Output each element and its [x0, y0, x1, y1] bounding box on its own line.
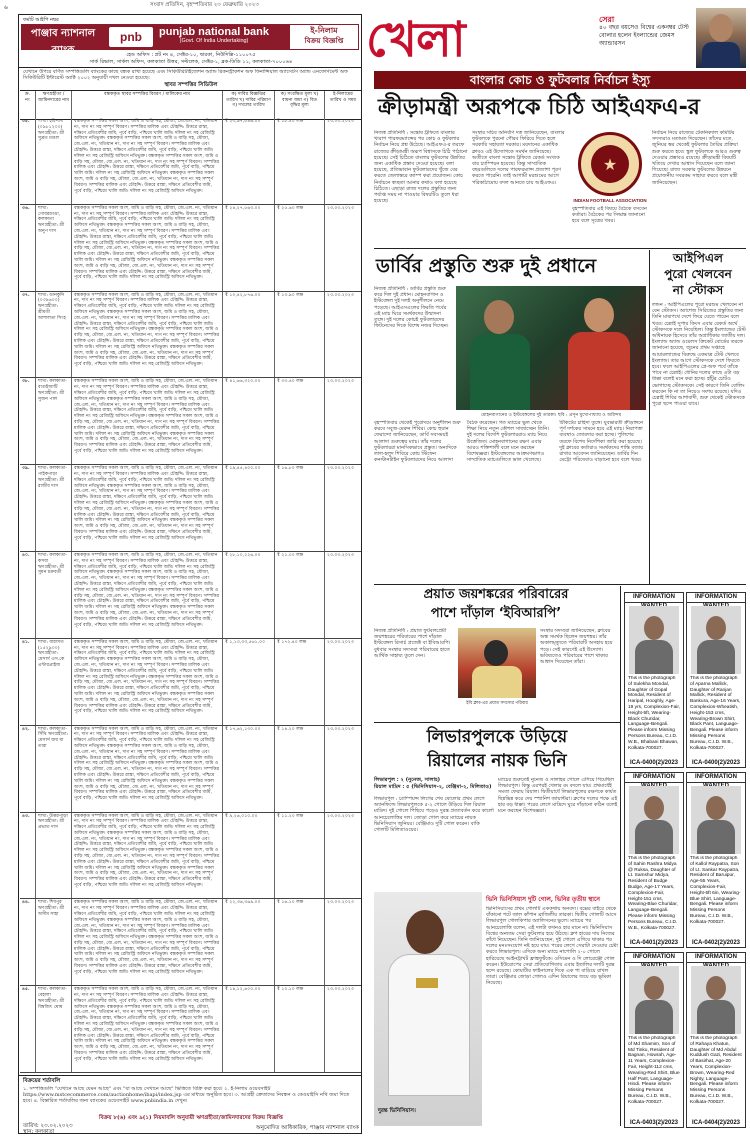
pnb-head-office: হেড অফিস : প্লট নং ৪, সেক্টর-১০, দ্বারকা, নিউদিল্লি-১১০০৭৫: [126, 52, 256, 58]
liverpool-body-2: ম্যাচের শুরুতেই নুনেজ ও সালাহর গোলে এগিয়ে গিয়েছিল লিভারপুল। কিন্তু এরপরই খেলার রং বদলে যায়। প্রথমার্ধেই সমতা ফেরায় রিয়াল। দ্বিতীয়ার্ধে লিভারপুলের রক্ষণকে কার্যত ছিন্নভিন্ন করে দেয় স্প্যানিশ জায়ান্টরা। ক্লপের দলের পক্ষে এই হার বড় ধাক্কা। পরের লেগে মাদ্রিদে ঘুরে দাঁড়ানো কঠিন বলেই মনে করছেন বিশেষজ্ঞরা।: [498, 777, 618, 815]
row-sl: ৪২.: [20, 726, 36, 812]
col-header: ঋণগ্রহীতা / জামিনদারের নাম: [36, 91, 72, 119]
information-wanted-box: [686, 772, 746, 948]
table-row: [20, 813, 361, 900]
row-sl: ৩৯.: [20, 465, 36, 551]
row-borrower: শাখা: কলকাতা-পাইকপাড়া ঋণগ্রহীতা: শ্রী রাজীব দাস: [36, 465, 72, 551]
row-demand-amount: ₹ ২৪,২৭,৫৬৩.০০: [223, 205, 275, 291]
col-header: বন্ধককৃত স্থাবর সম্পত্তির বিবরণ / মালিকের নাম: [72, 91, 223, 119]
row-borrower: শাখা: হরিপাল (০৯৮১২০০) ঋণগ্রহীতা: শ্রী সুব্রত মণ্ডল: [36, 118, 72, 204]
row-reserve-price: ₹ ১০.১০ লক্ষ: [275, 986, 325, 1072]
row-auction-date: ২৩.০৩.২০২৩: [327, 379, 354, 385]
row-borrower: শাখা: বারাসত (১৫২৯০০) ঋণগ্রহীতা: মেসার্স এস.কে এন্টারপ্রাইজ: [36, 639, 72, 725]
missing-person-photo: [629, 606, 679, 674]
row-reserve-price: ₹ ১৮.৫০ লক্ষ: [275, 118, 325, 204]
table-row: [20, 899, 361, 986]
wanted-reference: ICA-0404(2)/2023: [691, 1120, 741, 1126]
jaishankar-photo: [458, 628, 536, 698]
row-demand-amount: ₹ ৪১,৬৬,৩২০.০০: [223, 378, 275, 464]
liverpool-headline-2: রিয়ালের নায়ক ভিনি: [427, 751, 567, 771]
row-demand-amount: ₹ ২৮,১০,২২৬.০০: [223, 552, 275, 638]
information-wanted-box: [624, 952, 684, 1128]
row-property-description: বন্ধককৃত সম্পত্তির সকল অংশ, জমি ও বাড়ি সহ, মৌজা, জে.এল. নং, খতিয়ান নং, দাগ নং সহ সম্পূর্ণ বিবরণ। সম্পত্তির মালিক এবং চৌহদ্দি: উত্তরে রাস্তা, দক্ষিণে প্রতিবেশীর জমি, পূর্বে বাড়ি, পশ্চিমে খালি জমি। দলিল নং সহ রেজিস্ট্রি অফিসে নথিভুক্ত। বন্ধককৃত সম্পত্তির সকল অংশ, জমি ও বাড়ি সহ, মৌজা, জে.এল. নং, খতিয়ান নং, দাগ নং সহ সম্পূর্ণ বিবরণ। সম্পত্তির মালিক এবং চৌহদ্দি: উত্তরে রাস্তা, দক্ষিণে প্রতিবেশীর জমি, পূর্বে বাড়ি, পশ্চিমে খালি জমি। দলিল নং সহ রেজিস্ট্রি অফিসে নথিভুক্ত। বন্ধককৃত সম্পত্তির সকল অংশ, জমি ও বাড়ি সহ, মৌজা, জে.এল. নং, খতিয়ান নং, দাগ নং সহ সম্পূর্ণ বিবরণ। সম্পত্তির মালিক এবং চৌহদ্দি: উত্তরে রাস্তা, দক্ষিণে প্রতিবেশীর জমি, পূর্বে বাড়ি, পশ্চিমে খালি জমি। দলিল নং সহ রেজিস্ট্রি অফিসে নথিভুক্ত। বন্ধককৃত সম্পত্তির সকল অংশ, জমি ও বাড়ি সহ, মৌজা, জে.এল. নং, খতিয়ান নং, দাগ নং সহ সম্পূর্ণ বিবরণ। সম্পত্তির মালিক এবং চৌহদ্দি: উত্তরে রাস্তা, দক্ষিণে প্রতিবেশীর জমি, পূর্বে বাড়ি, পশ্চিমে খালি জমি। দলিল নং সহ রেজিস্ট্রি অফিসে নথিভুক্ত।: [72, 639, 223, 725]
table-row: [20, 118, 361, 205]
ipl-box: [650, 250, 746, 298]
row-reserve-price: ₹ ১৭২.৪০ লক্ষ: [275, 639, 325, 725]
row-reserve-price: ₹ ১৩.৯০ লক্ষ: [275, 292, 325, 378]
wanted-description: This is the photograph of Md Shamim, Son of Md Tinku, Resident of Bagnan, Howrah, Age-11 Years, Complexion-Fair, Height-112 cms, Wearing-Red Shirt, Blue Half Pant, Language-Hindi. Please inform Missing Persons Bureau, C.I.D. W.B., Kolkata-700027.: [628, 1036, 680, 1105]
ipl-line-3: না স্টোকস: [672, 283, 724, 297]
pnb-footer-sign: অনুমোদিত আধিকারিক, পাঞ্জাব ন্যাশনাল ব্যাংক: [255, 1125, 359, 1131]
row-sl: ৪৩.: [20, 813, 36, 899]
row-auction-date: ২৩.০৩.২০২৩: [327, 205, 354, 211]
row-reserve-price: ₹ ১৬.৮০ লক্ষ: [275, 465, 325, 551]
information-wanted-box: [624, 772, 684, 948]
table-row: [20, 292, 361, 379]
col-header: ই-নিলামের তারিখ ও সময়: [329, 92, 357, 103]
issue-banner: বাংলার কোচ ও ফুটবলার নির্বাচন ইস্যু: [374, 71, 746, 89]
wanted-title: INFORMATION: [687, 773, 745, 783]
pnb-top-tag: ফর্মাট আইপি নম্বর: [23, 17, 59, 23]
row-reserve-price: ₹ ১৪.২০ লক্ষ: [275, 726, 325, 812]
wanted-title: INFORMATION: [625, 773, 683, 783]
row-demand-amount: ₹ ২২,৩৬,৩৬৯.০০: [223, 899, 275, 985]
wanted-description: This is the photograph of Sahin Rashra Midya @ Ruksa, Daughter of Lt. Samshur Midya, Resident of Budge Budge, Age-17 Years, Complexion-Fair, Height-151 cms, Wearing-Blue Churidar, Language-Bengali. Please inform Missing Persons Bureau, C.I.D. W.B., Kolkata-700027.: [628, 856, 678, 931]
row-sl: ৪৪.: [20, 899, 36, 985]
row-auction-date: ২৩.০৩.২০২৩: [327, 466, 354, 472]
row-reserve-price: ₹ ২১.০০ লক্ষ: [275, 552, 325, 638]
information-wanted-box: [686, 952, 746, 1128]
wanted-reference: ICA-0401(2)/2023: [629, 940, 679, 946]
liverpool-quote: ভিনি ভিনিসিয়াস দুটি গোল, ভিনির তৃতীয় স্থানে: [486, 896, 600, 903]
pnb-table-header: [20, 90, 361, 120]
anderson-photo: [696, 8, 746, 68]
col-header: ক্র. নং: [20, 91, 36, 119]
row-auction-date: ২৩.০৩.২০২৩: [327, 639, 354, 645]
khela-title: খেলা: [366, 12, 465, 68]
table-row: [20, 205, 361, 292]
information-wanted-box: [686, 592, 746, 768]
wanted-title: INFORMATION: [687, 593, 745, 603]
liverpool-score-1: লিভারপুল : ২ (নুনেজ, সালাহ): [374, 777, 441, 783]
row-sl: ৪০.: [20, 552, 36, 638]
jaishankar-caption: ইবি ক্লাব-এর প্রয়াত সদস্যের পরিবার: [466, 701, 528, 706]
sera-text: ৪০ বছর বয়সেও বিশ্বের একনম্বর টেস্ট বোলার হলেন ইংল্যান্ডের জেমস অ্যান্ডারসন: [599, 24, 689, 47]
wanted-reference: ICA-0400(2)/2023: [691, 760, 741, 766]
derby-photo: [456, 286, 646, 410]
col-header: ক) দাবির বিজ্ঞপ্তির তারিখ খ) দাবির পরিমাণ গ) দখলের তারিখ: [223, 91, 275, 119]
pnb-schedule-title: স্থাবর সম্পত্তির সিডিউল: [164, 82, 218, 88]
row-sl: ৩৫.: [20, 118, 36, 204]
row-sl: ৩৮.: [20, 378, 36, 464]
wanted-title: INFORMATION: [625, 953, 683, 963]
row-demand-amount: ₹ ৯,২৬,০১০.০০: [223, 813, 275, 899]
row-borrower: শাখা: ডানকুনি (০৩৯৬০০) ঋণগ্রহীতা: শ্রীমতী আশালতা সিংহ: [36, 292, 72, 378]
pnb-footer-line: বিক্রয় ৮(৬) এবং ৯(১) নিয়মাবলি অনুযায়ী ঋণগ্রহীতা/জামিনদারদের বিক্রয় বিজ্ঞপ্তি: [99, 1115, 283, 1121]
row-property-description: বন্ধককৃত সম্পত্তির সকল অংশ, জমি ও বাড়ি সহ, মৌজা, জে.এল. নং, খতিয়ান নং, দাগ নং সহ সম্পূর্ণ বিবরণ। সম্পত্তির মালিক এবং চৌহদ্দি: উত্তরে রাস্তা, দক্ষিণে প্রতিবেশীর জমি, পূর্বে বাড়ি, পশ্চিমে খালি জমি। দলিল নং সহ রেজিস্ট্রি অফিসে নথিভুক্ত। বন্ধককৃত সম্পত্তির সকল অংশ, জমি ও বাড়ি সহ, মৌজা, জে.এল. নং, খতিয়ান নং, দাগ নং সহ সম্পূর্ণ বিবরণ। সম্পত্তির মালিক এবং চৌহদ্দি: উত্তরে রাস্তা, দক্ষিণে প্রতিবেশীর জমি, পূর্বে বাড়ি, পশ্চিমে খালি জমি। দলিল নং সহ রেজিস্ট্রি অফিসে নথিভুক্ত। বন্ধককৃত সম্পত্তির সকল অংশ, জমি ও বাড়ি সহ, মৌজা, জে.এল. নং, খতিয়ান নং, দাগ নং সহ সম্পূর্ণ বিবরণ। সম্পত্তির মালিক এবং চৌহদ্দি: উত্তরে রাস্তা, দক্ষিণে প্রতিবেশীর জমি, পূর্বে বাড়ি, পশ্চিমে খালি জমি। দলিল নং সহ রেজিস্ট্রি অফিসে নথিভুক্ত। বন্ধককৃত সম্পত্তির সকল অংশ, জমি ও বাড়ি সহ, মৌজা, জে.এল. নং, খতিয়ান নং, দাগ নং সহ সম্পূর্ণ বিবরণ। সম্পত্তির মালিক এবং চৌহদ্দি: উত্তরে রাস্তা, দক্ষিণে প্রতিবেশীর জমি, পূর্বে বাড়ি, পশ্চিমে খালি জমি। দলিল নং সহ রেজিস্ট্রি অফিসে নথিভুক্ত।: [72, 378, 223, 464]
row-reserve-price: ₹ ১১.২০ লক্ষ: [275, 813, 325, 899]
row-property-description: বন্ধককৃত সম্পত্তির সকল অংশ, জমি ও বাড়ি সহ, মৌজা, জে.এল. নং, খতিয়ান নং, দাগ নং সহ সম্পূর্ণ বিবরণ। সম্পত্তির মালিক এবং চৌহদ্দি: উত্তরে রাস্তা, দক্ষিণে প্রতিবেশীর জমি, পূর্বে বাড়ি, পশ্চিমে খালি জমি। দলিল নং সহ রেজিস্ট্রি অফিসে নথিভুক্ত। বন্ধককৃত সম্পত্তির সকল অংশ, জমি ও বাড়ি সহ, মৌজা, জে.এল. নং, খতিয়ান নং, দাগ নং সহ সম্পূর্ণ বিবরণ। সম্পত্তির মালিক এবং চৌহদ্দি: উত্তরে রাস্তা, দক্ষিণে প্রতিবেশীর জমি, পূর্বে বাড়ি, পশ্চিমে খালি জমি। দলিল নং সহ রেজিস্ট্রি অফিসে নথিভুক্ত। বন্ধককৃত সম্পত্তির সকল অংশ, জমি ও বাড়ি সহ, মৌজা, জে.এল. নং, খতিয়ান নং, দাগ নং সহ সম্পূর্ণ বিবরণ। সম্পত্তির মালিক এবং চৌহদ্দি: উত্তরে রাস্তা, দক্ষিণে প্রতিবেশীর জমি, পূর্বে বাড়ি, পশ্চিমে খালি জমি। দলিল নং সহ রেজিস্ট্রি অফিসে নথিভুক্ত। বন্ধককৃত সম্পত্তির সকল অংশ, জমি ও বাড়ি সহ, মৌজা, জে.এল. নং, খতিয়ান নং, দাগ নং সহ সম্পূর্ণ বিবরণ। সম্পত্তির মালিক এবং চৌহদ্দি: উত্তরে রাস্তা, দক্ষিণে প্রতিবেশীর জমি, পূর্বে বাড়ি, পশ্চিমে খালি জমি। দলিল নং সহ রেজিস্ট্রি অফিসে নথিভুক্ত।: [72, 552, 223, 638]
ifa-crest: ★: [578, 132, 642, 196]
row-demand-amount: ₹ ১৭,৬২,১৩০.০০: [223, 726, 275, 812]
missing-person-photo: [629, 966, 679, 1034]
row-property-description: বন্ধককৃত সম্পত্তির সকল অংশ, জমি ও বাড়ি সহ, মৌজা, জে.এল. নং, খতিয়ান নং, দাগ নং সহ সম্পূর্ণ বিবরণ। সম্পত্তির মালিক এবং চৌহদ্দি: উত্তরে রাস্তা, দক্ষিণে প্রতিবেশীর জমি, পূর্বে বাড়ি, পশ্চিমে খালি জমি। দলিল নং সহ রেজিস্ট্রি অফিসে নথিভুক্ত। বন্ধককৃত সম্পত্তির সকল অংশ, জমি ও বাড়ি সহ, মৌজা, জে.এল. নং, খতিয়ান নং, দাগ নং সহ সম্পূর্ণ বিবরণ। সম্পত্তির মালিক এবং চৌহদ্দি: উত্তরে রাস্তা, দক্ষিণে প্রতিবেশীর জমি, পূর্বে বাড়ি, পশ্চিমে খালি জমি। দলিল নং সহ রেজিস্ট্রি অফিসে নথিভুক্ত। বন্ধককৃত সম্পত্তির সকল অংশ, জমি ও বাড়ি সহ, মৌজা, জে.এল. নং, খতিয়ান নং, দাগ নং সহ সম্পূর্ণ বিবরণ। সম্পত্তির মালিক এবং চৌহদ্দি: উত্তরে রাস্তা, দক্ষিণে প্রতিবেশীর জমি, পূর্বে বাড়ি, পশ্চিমে খালি জমি। দলিল নং সহ রেজিস্ট্রি অফিসে নথিভুক্ত। বন্ধককৃত সম্পত্তির সকল অংশ, জমি ও বাড়ি সহ, মৌজা, জে.এল. নং, খতিয়ান নং, দাগ নং সহ সম্পূর্ণ বিবরণ। সম্পত্তির মালিক এবং চৌহদ্দি: উত্তরে রাস্তা, দক্ষিণে প্রতিবেশীর জমি, পূর্বে বাড়ি, পশ্চিমে খালি জমি। দলিল নং সহ রেজিস্ট্রি অফিসে নথিভুক্ত।: [72, 465, 223, 551]
page-number: ৬: [4, 4, 8, 11]
pnb-english-name: punjab national bank: [159, 26, 270, 38]
jaishankar-body-1: নিজস্ব প্রতিনিধি : প্রয়াত ফুটবলপ্রেমী জয়শঙ্করের পরিবারের পাশে দাঁড়াল ইস্টবেঙ্গল রিসার্চ প্রজেক্ট বা ইবিআরপি। বুধবার সংস্থার সদস্যরা পরিবারের হাতে আর্থিক সাহায্য তুলে দেন।: [374, 628, 451, 659]
pnb-bengali-sub: (ভারত সরকার-এর উদ্যোগ): [32, 60, 94, 66]
row-demand-amount: ₹ ১৯,৪৫,৪০০.০০: [223, 465, 275, 551]
liverpool-body-1: লিভারপুল : চ্যাম্পিয়ন্স লিগের শেষ ষোলোর প্রথম লেগে অ্যানফিল্ডে লিভারপুলকে ৫-২ গোলে উড়িয়ে দিল রিয়াল মাদ্রিদ। দুই গোলে পিছিয়ে পড়েও দুরন্ত প্রত্যাবর্তন করে কার্লো আনচেলোত্তির দল। জোড়া গোল করে ম্যাচের নায়ক ভিনিসিয়াস জুনিয়র। বেঞ্জিমাও দুটি গোল করেন। বাকি গোলটি মিলিতাওয়ের।: [374, 796, 494, 834]
derby-headline: ডার্বির প্রস্তুতি শুরু দুই প্রধানে: [376, 255, 597, 277]
pnb-logo: [109, 27, 153, 47]
row-borrower: শাখা: উত্তরপাড়া ঋণগ্রহীতা: শ্রী প্রভাত দাস: [36, 813, 72, 899]
row-sl: ৩৬.: [20, 205, 36, 291]
lead-body-col-1: নিজস্ব প্রতিনিধি : সন্তোষ ট্রফিতে বাংলার খারাপ পারফরম্যান্সের পর কোচ ও ফুটবলার নির্বাচন নিয়ে প্রশ্ন উঠেছে। আইএফএ-র তরফে রাজ্যের ক্রীড়ামন্ত্রী অরূপ বিশ্বাসকে চিঠি পাঠানো হয়েছে। সেই চিঠিতে বাংলার ফুটবলের উন্নতির জন্য একাধিক প্রস্তাব দেওয়া হয়েছে। বলা হয়েছে, প্রতিভাবান ফুটবলারদের খুঁজে বের করতে জেলাস্তরে ক্যাম্প করা প্রয়োজন। কোচ নির্বাচনে স্বচ্ছতা আনার কথাও বলা হয়েছে চিঠিতে। এছাড়া রাজ্য দলের প্রস্তুতির জন্য পর্যাপ্ত সময় না পাওয়ার বিষয়টিও তুলে ধরা হয়েছে।: [374, 130, 468, 205]
row-auction-date: ২৩.০৩.২০২৩: [327, 119, 354, 124]
pnb-english-sub: (Govt. Of India Undertaking): [179, 38, 249, 44]
row-borrower: শাখা: কলকাতা-বাগুইআটি ঋণগ্রহীতা: শ্রী সুজন পাল: [36, 378, 72, 464]
pnb-notice-title: [289, 24, 359, 50]
row-borrower: শাখা: কলকাতা-বেহালা ঋণগ্রহীতা: শ্রী বিশ্বজিৎ ঘোষ: [36, 986, 72, 1072]
pnb-bengali-name: পাঞ্জাব ন্যাশনাল ব্যাংক: [30, 28, 96, 56]
row-property-description: বন্ধককৃত সম্পত্তির সকল অংশ, জমি ও বাড়ি সহ, মৌজা, জে.এল. নং, খতিয়ান নং, দাগ নং সহ সম্পূর্ণ বিবরণ। সম্পত্তির মালিক এবং চৌহদ্দি: উত্তরে রাস্তা, দক্ষিণে প্রতিবেশীর জমি, পূর্বে বাড়ি, পশ্চিমে খালি জমি। দলিল নং সহ রেজিস্ট্রি অফিসে নথিভুক্ত। বন্ধককৃত সম্পত্তির সকল অংশ, জমি ও বাড়ি সহ, মৌজা, জে.এল. নং, খতিয়ান নং, দাগ নং সহ সম্পূর্ণ বিবরণ। সম্পত্তির মালিক এবং চৌহদ্দি: উত্তরে রাস্তা, দক্ষিণে প্রতিবেশীর জমি, পূর্বে বাড়ি, পশ্চিমে খালি জমি। দলিল নং সহ রেজিস্ট্রি অফিসে নথিভুক্ত। বন্ধককৃত সম্পত্তির সকল অংশ, জমি ও বাড়ি সহ, মৌজা, জে.এল. নং, খতিয়ান নং, দাগ নং সহ সম্পূর্ণ বিবরণ। সম্পত্তির মালিক এবং চৌহদ্দি: উত্তরে রাস্তা, দক্ষিণে প্রতিবেশীর জমি, পূর্বে বাড়ি, পশ্চিমে খালি জমি। দলিল নং সহ রেজিস্ট্রি অফিসে নথিভুক্ত। বন্ধককৃত সম্পত্তির সকল অংশ, জমি ও বাড়ি সহ, মৌজা, জে.এল. নং, খতিয়ান নং, দাগ নং সহ সম্পূর্ণ বিবরণ। সম্পত্তির মালিক এবং চৌহদ্দি: উত্তরে রাস্তা, দক্ষিণে প্রতিবেশীর জমি, পূর্বে বাড়ি, পশ্চিমে খালি জমি। দলিল নং সহ রেজিস্ট্রি অফিসে নথিভুক্ত।: [72, 205, 223, 291]
row-property-description: বন্ধককৃত সম্পত্তির সকল অংশ, জমি ও বাড়ি সহ, মৌজা, জে.এল. নং, খতিয়ান নং, দাগ নং সহ সম্পূর্ণ বিবরণ। সম্পত্তির মালিক এবং চৌহদ্দি: উত্তরে রাস্তা, দক্ষিণে প্রতিবেশীর জমি, পূর্বে বাড়ি, পশ্চিমে খালি জমি। দলিল নং সহ রেজিস্ট্রি অফিসে নথিভুক্ত। বন্ধককৃত সম্পত্তির সকল অংশ, জমি ও বাড়ি সহ, মৌজা, জে.এল. নং, খতিয়ান নং, দাগ নং সহ সম্পূর্ণ বিবরণ। সম্পত্তির মালিক এবং চৌহদ্দি: উত্তরে রাস্তা, দক্ষিণে প্রতিবেশীর জমি, পূর্বে বাড়ি, পশ্চিমে খালি জমি। দলিল নং সহ রেজিস্ট্রি অফিসে নথিভুক্ত। বন্ধককৃত সম্পত্তির সকল অংশ, জমি ও বাড়ি সহ, মৌজা, জে.এল. নং, খতিয়ান নং, দাগ নং সহ সম্পূর্ণ বিবরণ। সম্পত্তির মালিক এবং চৌহদ্দি: উত্তরে রাস্তা, দক্ষিণে প্রতিবেশীর জমি, পূর্বে বাড়ি, পশ্চিমে খালি জমি। দলিল নং সহ রেজিস্ট্রি অফিসে নথিভুক্ত। বন্ধককৃত সম্পত্তির সকল অংশ, জমি ও বাড়ি সহ, মৌজা, জে.এল. নং, খতিয়ান নং, দাগ নং সহ সম্পূর্ণ বিবরণ। সম্পত্তির মালিক এবং চৌহদ্দি: উত্তরে রাস্তা, দক্ষিণে প্রতিবেশীর জমি, পূর্বে বাড়ি, পশ্চিমে খালি জমি। দলিল নং সহ রেজিস্ট্রি অফিসে নথিভুক্ত।: [72, 813, 223, 899]
wanted-description: This is the photograph of Kallol Raypatra, Son of Lt. Sankar Raypatra, Resident of Baruipur, Age-55 Years, Complexion-Fair, Height-5ft 6in, Wearing-Blue Shirt, Language-Bengali. Please inform Missing Persons Bureau, C.I.D. W.B., Kolkata-700027.: [690, 856, 741, 925]
jaishankar-headline-2: পাশে দাঁড়াল ‘ইবিআরপি’: [430, 606, 562, 621]
row-auction-date: ২৩.০৩.২০২৩: [327, 900, 354, 906]
sera-label: সেরা: [599, 14, 615, 24]
row-reserve-price: ₹ ২৫.৬০ লক্ষ: [275, 205, 325, 291]
derby-caption: মোহনবাগানের ও ইস্টবেঙ্গলের দুই তারকা। ছবি : প্রসূন মুখোপাধ্যায় ও অরিন্দম: [480, 413, 622, 418]
row-sl: ৪৫.: [20, 986, 36, 1072]
wanted-reference: ICA-0402(2)/2023: [691, 940, 741, 946]
missing-person-photo: [629, 786, 679, 854]
lead-body-col-2: সংস্থার সচিব অনির্বাণ দত্ত জানিয়েছেন, বাংলার ফুটবলকে পুরনো গৌরব ফিরিয়ে দিতে হলে সরকারি সহায়তা দরকার। ময়দানের একাধিক ক্লাবও এই উদ্যোগকে সমর্থন জানিয়েছে। অতীতে বাংলা সন্তোষ ট্রফিতে রেকর্ড সংখ্যক বার চ্যাম্পিয়ন হয়েছে। কিন্তু সাম্প্রতিক বছরগুলিতে দলের পারফরম্যান্স প্রত্যাশা পূরণ করতে পারেনি। তাই আগামী মরশুমের আগে পরিকাঠামোয় বদল আনতে চায় আইএফএ।: [472, 130, 565, 186]
missing-person-photo: [691, 606, 741, 674]
pnb-logo-text: pnb: [120, 30, 142, 44]
ipl-body: লন্ডন : আইপিএলের পুরো মরশুম খেলবেন না বেন স্টোকস। অ্যাশেজ সিরিজের প্রস্তুতির জন্য তিনি মাঝপথে দেশে ফিরে যেতে পারেন বলে খবর। চেন্নাই সুপার কিংস এবার রেকর্ড অর্থে স্টোকসকে দলে নিয়েছিল। কিন্তু ইংল্যান্ডের টেস্ট অধিনায়ক হিসেবে তাঁর অগ্রাধিকার জাতীয় দল। ইংল্যান্ড অ্যান্ড ওয়েলস ক্রিকেট বোর্ডের তরফে জানানো হয়েছে, জুনের প্রথম সপ্তাহে আয়ারল্যান্ডের বিরুদ্ধে একমাত্র টেস্ট খেলবে ইংল্যান্ড। তার আগে স্টোকসকে দেশে ফিরতে হবে। ফলে আইপিএলের প্লে-অফ পর্বে তাঁকে পাবে না চেন্নাই। ধোনির দলের কাছে এটা বড় ধাক্কা বলেই মনে করা হচ্ছে। হাঁটুর চোটও ভোগাচ্ছে স্টোকসকে। সেই কারণে তিনি বোলিং করবেন কি না তা নিয়েও সংশয় রয়েছে। যদিও চেন্নাই শিবির আশাবাদী, শুরু থেকেই স্টোকসকে পুরো ছন্দে পাওয়া যাবে।: [652, 302, 746, 408]
row-auction-date: ২৩.০৩.২০২৩: [327, 292, 354, 298]
derby-body-bottom: বৃহস্পতিবার থেকেই পুরোদমে অনুশীলন শুরু করবে সবুজ-মেরুন শিবির। কোচ হুয়ান ফেরান্দো জানিয়েছেন, ডার্বি সবসময়ই আলাদা গুরুত্বের ম্যাচ। তাঁর দলের ফুটবলাররা মানসিকভাবে প্রস্তুত। অন্যদিকে লাল-হলুদ শিবিরে কোচ স্টিফেন কনস্টানটাইন ফুটবলারদের নিয়ে আলাদা বৈঠক করেছেন। গত ম্যাচের ভুল থেকে শিক্ষা নিয়ে নতুন কৌশল সাজাচ্ছেন তিনি। দুই দলের বিদেশি ফুটবলাররাও ম্যাচ নিয়ে উত্তেজিত। মোহনবাগানের রক্ষণ এবার আরও শক্তিশালী বলে মনে করছেন বিশেষজ্ঞরা। ইস্টবেঙ্গলের আক্রমণভাগও সাম্প্রতিক ম্যাচগুলিতে ভাল খেলেছে। টিকিটের চাহিদা তুঙ্গে। যুবভারতী ক্রীড়াঙ্গনে পূর্ণ দর্শকের সামনে হবে এই ম্যাচ। নিরাপত্তা ব্যবস্থাও জোরদার করা হচ্ছে। পুলিশের তরফে বিশেষ নির্দেশিকা জারি করা হয়েছে। দুই ক্লাবের কর্তারাও সমর্থকদের শান্তি বজায় রাখার আবেদন জানিয়েছেন। ডার্বির দিন মেট্রো পরিষেবাও বাড়ানো হবে বলে খবর।: [374, 420, 644, 464]
row-borrower: শাখা: শিবপুর ঋণগ্রহীতা: শ্রী অসীম সাহা: [36, 899, 72, 985]
derby-body-col-1: নিজস্ব প্রতিনিধি : ডার্বির প্রস্তুতি শুরু করে দিল দুই প্রধান। মোহনবাগান ও ইস্টবেঙ্গল দুই দলই অনুশীলনে নেমে পড়েছে। আইএসএলের ফিরতি পর্বের এই ম্যাচ ঘিরে সমর্থকদের উন্মাদনা তুঙ্গে। দুই দলের কোচই ফুটবলারদের ফিটনেসের দিকে বিশেষ নজর দিচ্ছেন।: [374, 286, 449, 330]
table-row: [20, 986, 361, 1073]
row-auction-date: ২৩.০৩.২০২৩: [327, 553, 354, 559]
liverpool-score-2: রিয়াল মাদ্রিদ : ৫ (ভিনিসিয়াস-২, বেঞ্জিমা-২, মিলিতাও): [374, 784, 492, 790]
lead-headline: ক্রীড়ামন্ত্রী অরূপকে চিঠি আইএফএ-র: [378, 95, 700, 120]
col-header: ক) সংরক্ষিত মূল্য খ) বায়না জমা গ) বিড বৃদ্ধির মূল্য: [275, 91, 325, 119]
lead-body-col-3: বৃহস্পতিবার এই বিষয়ে বৈঠকে বসবেন কর্তারা। বৈঠকের পর সিদ্ধান্ত জানানো হবে বলে সূত্রের খবর।: [572, 206, 647, 225]
liverpool-headline-1: লিভারপুলকে উড়িয়ে: [426, 727, 568, 747]
khela-masthead: [366, 8, 746, 68]
row-reserve-price: ₹ ৩৩.৪০ লক্ষ: [275, 378, 325, 464]
wanted-description: This is the photograph of Sulekha Mondal, Daughter of Gopal Mondal, Resident of Haripal, Hooghly, Age-19 yrs, Complexion-Fair, Height-5ft, Wearing-Black Churidar, Language-Bengali. Please inform Missing Persons Bureau, C.I.D. W.B., Bhabani Bhawan, Kolkata-700027.: [628, 676, 680, 751]
row-property-description: বন্ধককৃত সম্পত্তির সকল অংশ, জমি ও বাড়ি সহ, মৌজা, জে.এল. নং, খতিয়ান নং, দাগ নং সহ সম্পূর্ণ বিবরণ। সম্পত্তির মালিক এবং চৌহদ্দি: উত্তরে রাস্তা, দক্ষিণে প্রতিবেশীর জমি, পূর্বে বাড়ি, পশ্চিমে খালি জমি। দলিল নং সহ রেজিস্ট্রি অফিসে নথিভুক্ত। বন্ধককৃত সম্পত্তির সকল অংশ, জমি ও বাড়ি সহ, মৌজা, জে.এল. নং, খতিয়ান নং, দাগ নং সহ সম্পূর্ণ বিবরণ। সম্পত্তির মালিক এবং চৌহদ্দি: উত্তরে রাস্তা, দক্ষিণে প্রতিবেশীর জমি, পূর্বে বাড়ি, পশ্চিমে খালি জমি। দলিল নং সহ রেজিস্ট্রি অফিসে নথিভুক্ত। বন্ধককৃত সম্পত্তির সকল অংশ, জমি ও বাড়ি সহ, মৌজা, জে.এল. নং, খতিয়ান নং, দাগ নং সহ সম্পূর্ণ বিবরণ। সম্পত্তির মালিক এবং চৌহদ্দি: উত্তরে রাস্তা, দক্ষিণে প্রতিবেশীর জমি, পূর্বে বাড়ি, পশ্চিমে খালি জমি। দলিল নং সহ রেজিস্ট্রি অফিসে নথিভুক্ত। বন্ধককৃত সম্পত্তির সকল অংশ, জমি ও বাড়ি সহ, মৌজা, জে.এল. নং, খতিয়ান নং, দাগ নং সহ সম্পূর্ণ বিবরণ। সম্পত্তির মালিক এবং চৌহদ্দি: উত্তরে রাস্তা, দক্ষিণে প্রতিবেশীর জমি, পূর্বে বাড়ি, পশ্চিমে খালি জমি। দলিল নং সহ রেজিস্ট্রি অফিসে নথিভুক্ত।: [72, 899, 223, 985]
row-property-description: বন্ধককৃত সম্পত্তির সকল অংশ, জমি ও বাড়ি সহ, মৌজা, জে.এল. নং, খতিয়ান নং, দাগ নং সহ সম্পূর্ণ বিবরণ। সম্পত্তির মালিক এবং চৌহদ্দি: উত্তরে রাস্তা, দক্ষিণে প্রতিবেশীর জমি, পূর্বে বাড়ি, পশ্চিমে খালি জমি। দলিল নং সহ রেজিস্ট্রি অফিসে নথিভুক্ত। বন্ধককৃত সম্পত্তির সকল অংশ, জমি ও বাড়ি সহ, মৌজা, জে.এল. নং, খতিয়ান নং, দাগ নং সহ সম্পূর্ণ বিবরণ। সম্পত্তির মালিক এবং চৌহদ্দি: উত্তরে রাস্তা, দক্ষিণে প্রতিবেশীর জমি, পূর্বে বাড়ি, পশ্চিমে খালি জমি। দলিল নং সহ রেজিস্ট্রি অফিসে নথিভুক্ত। বন্ধককৃত সম্পত্তির সকল অংশ, জমি ও বাড়ি সহ, মৌজা, জে.এল. নং, খতিয়ান নং, দাগ নং সহ সম্পূর্ণ বিবরণ। সম্পত্তির মালিক এবং চৌহদ্দি: উত্তরে রাস্তা, দক্ষিণে প্রতিবেশীর জমি, পূর্বে বাড়ি, পশ্চিমে খালি জমি। দলিল নং সহ রেজিস্ট্রি অফিসে নথিভুক্ত। বন্ধককৃত সম্পত্তির সকল অংশ, জমি ও বাড়ি সহ, মৌজা, জে.এল. নং, খতিয়ান নং, দাগ নং সহ সম্পূর্ণ বিবরণ। সম্পত্তির মালিক এবং চৌহদ্দি: উত্তরে রাস্তা, দক্ষিণে প্রতিবেশীর জমি, পূর্বে বাড়ি, পশ্চিমে খালি জমি। দলিল নং সহ রেজিস্ট্রি অফিসে নথিভুক্ত।: [72, 986, 223, 1072]
liverpool-body-3: ভিনিসিয়াসের প্রথম গোলটি এককথায় অনবদ্য। বক্সের বাইরে থেকে বাঁকানো শটে জাল কাঁপান ব্রাজিলীয় তারকা। দ্বিতীয় গোলটি আসে লিভারপুল গোলকিপার অ্যালিসনের ভুলে। ম্যাচের পর আনচেলোত্তি বলেন, এই দলটা কখনও হার মানে না। ভিনিসিয়াস বিশ্বের অন্যতম সেরা ফুটবলার হয়ে উঠছে। ক্লপ হারের দায় নিজের কাঁধে নিয়েছেন। তিনি জানিয়েছেন, দুই গোলে এগিয়ে থাকার পর দলের মনঃসংযোগ নষ্ট হয়ে যায়। পরের লেগে সেরাটা দেওয়ার চেষ্টা করবে লিভারপুল। এদিকে অন্য ম্যাচে নাপোলি ২-০ গোলে হারিয়েছে আইনট্রাখট ফ্রাঙ্কফুর্টকে। ওসিমেন ও দি লোরেঞ্জো গোল করেন। ইউরোপের সেরা প্রতিযোগিতায় এবার ইতালির দলটি দুরন্ত ছন্দে রয়েছে। কোয়ার্টার ফাইনালের দিকে এক পা বাড়িয়ে রাখল তারা। বেঞ্জিমার জোড়া গোলও এদিন রিয়ালের জয়ে বড় ভূমিকা নিয়েছে।: [486, 906, 618, 987]
pnb-footer-terms: বিক্রয়ের শর্তাবলি: [23, 1078, 61, 1084]
row-property-description: বন্ধককৃত সম্পত্তির সকল অংশ, জমি ও বাড়ি সহ, মৌজা, জে.এল. নং, খতিয়ান নং, দাগ নং সহ সম্পূর্ণ বিবরণ। সম্পত্তির মালিক এবং চৌহদ্দি: উত্তরে রাস্তা, দক্ষিণে প্রতিবেশীর জমি, পূর্বে বাড়ি, পশ্চিমে খালি জমি। দলিল নং সহ রেজিস্ট্রি অফিসে নথিভুক্ত। বন্ধককৃত সম্পত্তির সকল অংশ, জমি ও বাড়ি সহ, মৌজা, জে.এল. নং, খতিয়ান নং, দাগ নং সহ সম্পূর্ণ বিবরণ। সম্পত্তির মালিক এবং চৌহদ্দি: উত্তরে রাস্তা, দক্ষিণে প্রতিবেশীর জমি, পূর্বে বাড়ি, পশ্চিমে খালি জমি। দলিল নং সহ রেজিস্ট্রি অফিসে নথিভুক্ত। বন্ধককৃত সম্পত্তির সকল অংশ, জমি ও বাড়ি সহ, মৌজা, জে.এল. নং, খতিয়ান নং, দাগ নং সহ সম্পূর্ণ বিবরণ। সম্পত্তির মালিক এবং চৌহদ্দি: উত্তরে রাস্তা, দক্ষিণে প্রতিবেশীর জমি, পূর্বে বাড়ি, পশ্চিমে খালি জমি। দলিল নং সহ রেজিস্ট্রি অফিসে নথিভুক্ত। বন্ধককৃত সম্পত্তির সকল অংশ, জমি ও বাড়ি সহ, মৌজা, জে.এল. নং, খতিয়ান নং, দাগ নং সহ সম্পূর্ণ বিবরণ। সম্পত্তির মালিক এবং চৌহদ্দি: উত্তরে রাস্তা, দক্ষিণে প্রতিবেশীর জমি, পূর্বে বাড়ি, পশ্চিমে খালি জমি। দলিল নং সহ রেজিস্ট্রি অফিসে নথিভুক্ত।: [72, 726, 223, 812]
vinicius-photo: [374, 892, 482, 1126]
row-sl: ৩৭.: [20, 292, 36, 378]
row-auction-date: ২৩.০৩.২০২৩: [327, 813, 354, 819]
table-row: [20, 465, 361, 552]
row-demand-amount: ₹ ১০,৪২,৮৭৬.০০: [223, 292, 275, 378]
wanted-reference: ICA-0400(2)/2023: [629, 760, 679, 766]
row-borrower: শাখা: গোবরডাঙা, কলকাতা ঋণগ্রহীতা: শ্রী অনুপ দাস: [36, 205, 72, 291]
wanted-title: INFORMATION: [625, 593, 683, 603]
table-row: [20, 726, 361, 813]
ipl-line-1: আইপিএল: [673, 251, 723, 265]
row-sl: ৪১.: [20, 639, 36, 725]
lead-body-col-4: নির্বাচন নিয়ে রাজ্যের টেকনিক্যাল কমিটির সদস্যরাও মতামত দিয়েছেন। তাঁদের মতে, জুনিয়র স্তর থেকেই ফুটবলার তৈরির প্রক্রিয়া শুরু করতে হবে। স্কুল ফুটবলকে আরও গুরুত্ব দেওয়ার প্রস্তাবও রয়েছে। ক্রীড়ামন্ত্রী বিষয়টি খতিয়ে দেখার আশ্বাস দিয়েছেন বলে জানা গিয়েছে। রাজ্য সরকার ফুটবলের উন্নয়নে প্রয়োজনীয় সবরকম সাহায্য করবে বলে মন্ত্রী জানিয়েছেন।: [652, 130, 741, 186]
pnb-notice-title-1: ই-নিলাম: [310, 26, 338, 35]
ifa-crest-text: INDIAN FOOTBALL ASSOCIATION: [573, 198, 647, 203]
row-borrower: শাখা: কলকাতা-কসবা ঋণগ্রহীতা: শ্রী সুমন চক্রবর্তী: [36, 552, 72, 638]
missing-person-photo: [691, 786, 741, 854]
row-auction-date: ২৩.০৩.২০২৩: [327, 726, 354, 732]
wanted-description: This is the photograph of Rahaya Khatun, Daughter of Md Abdul Kuddush Gazi, Resident of Basirhat, Age-20 Years, Complexion-Brown, Wearing-Red Nighty, Language-Bengali. Please inform Missing Persons Bureau, C.I.D. W.B., Kolkata-700027.: [690, 1036, 742, 1105]
missing-person-photo: [691, 966, 741, 1034]
wanted-description: This is the photograph of Aparna Mallick, Daughter of Ranjan Mallick, Resident of Bankura, Age-16 Years, Complexion-Wheatish, Height-153 cms, Wearing-Brown Shirt, Black Pant, Language-Bengali. Please inform Missing Persons Bureau, C.I.D. W.B., Kolkata-700027.: [690, 676, 741, 751]
ipl-line-2: পুরো খেলবেন: [664, 267, 732, 281]
row-auction-date: ২৩.০৩.২০২৩: [327, 987, 354, 993]
row-borrower: শাখা: কলকাতা-সিঁথি ঋণগ্রহীতা: মেসার্স জয় মা তারা: [36, 726, 72, 812]
row-demand-amount: ₹ ১৪,১২,৬০০.০০: [223, 986, 275, 1072]
information-wanted-box: [624, 592, 684, 768]
pnb-table-body: [20, 118, 361, 1073]
wanted-title: INFORMATION: [687, 953, 745, 963]
table-row: [20, 378, 361, 465]
pnb-notice: ফর্মাট আইপি নম্বর পাঞ্জাব ন্যাশনাল ব্যাংক (ভারত সরকার-এর উদ্যোগ) pnb punjab national bank (Govt. Of India Undertaking) ই-নিলাম বিক্রয় বিজ্ঞপ্তি হেড অফিস : প্লট নং ৪, সেক্টর-১০, দ্বারকা, নিউদিল্লি-১১০০৭৫ সার্ক রিভাল, সার্কল অফিস, কলকাতা উত্তর, সল্টলেক, সেক্টর-১, ব্লক-ডিডি ১১, কলকাতা-৭০০০৬৪ যেখানে উপরে বর্ণিত সম্পত্তিগুলি ব্যাংকের কাছে বন্ধক রাখা হয়েছে এবং সিকিউরিটাইজেশন অ্যান্ড রিকনস্ট্রাকশন অফ ফিনান্সিয়াল অ্যাসেটস অ্যান্ড এনফোর্সমেন্ট অফ সিকিউরিটি ইন্টারেস্ট অ্যাক্ট ২০০২ অনুযায়ী দখল নেওয়া হয়েছে। স্থাবর সম্পত্তির সিডিউল ক্র. নং ঋণগ্রহীতা / জামিনদারের নাম বন্ধককৃত স্থাবর সম্পত্তির বিবরণ / মালিকের নাম ক) দাবির বিজ্ঞপ্তির তারিখ খ) দাবির পরিমাণ গ) দখলের তারিখ ক) সংরক্ষিত মূল্য খ) বায়না জমা গ) বিড বৃদ্ধির মূল্য ই-নিলামের তারিখ ও সময় ৩৫. শাখা: হরিপাল (০৯৮১২০০) ঋণগ্রহীতা: শ্রী সুব্রত মণ্ডল বন্ধককৃত সম্পত্তির সকল অংশ, জমি ও বাড়ি সহ, মৌজা, জে.এল. নং, খতিয়ান নং, দাগ নং সহ সম্পূর্ণ বিবরণ। সম্পত্তির মালিক এবং চৌহদ্দি: উত্তরে রাস্তা, দক্ষিণে প্রতিবেশীর জমি, পূর্বে বাড়ি, পশ্চিমে খালি জমি। দলিল নং সহ রেজিস্ট্রি অফিসে নথিভুক্ত। বন্ধককৃত সম্পত্তির সকল অংশ, জমি ও বাড়ি সহ, মৌজা, জে.এল. নং, খতিয়ান নং, দাগ নং সহ সম্পূর্ণ বিবরণ। সম্পত্তির মালিক এবং চৌহদ্দি: উত্তরে রাস্তা, দক্ষিণে প্রতিবেশীর জমি, পূর্বে বাড়ি, পশ্চিমে খালি জমি। দলিল নং সহ রেজিস্ট্রি অফিসে নথিভুক্ত। বন্ধককৃত সম্পত্তির সকল অংশ, জমি ও বাড়ি সহ, মৌজা, জে.এল. নং, খতিয়ান নং, দাগ নং সহ সম্পূর্ণ বিবরণ। সম্পত্তির মালিক এবং চৌহদ্দি: উত্তরে রাস্তা, দক্ষিণে প্রতিবেশীর জমি, পূর্বে বাড়ি, পশ্চিমে খালি জমি। দলিল নং সহ রেজিস্ট্রি অফিসে নথিভুক্ত। বন্ধককৃত সম্পত্তির সকল অংশ, জমি ও বাড়ি সহ, মৌজা, জে.এল. নং, খতিয়ান নং, দাগ নং সহ সম্পূর্ণ বিবরণ। সম্পত্তির মালিক এবং চৌহদ্দি: উত্তরে রাস্তা, দক্ষিণে প্রতিবেশীর জমি, পূর্বে বাড়ি, পশ্চিমে খালি জমি। দলিল নং সহ রেজিস্ট্রি অফিসে নথিভুক্ত। ₹ ২৩,৯৭,৫৪৬.০০ ₹ ১৮.৫০ লক্ষ ২৩.০৩.২০২৩ ৩৬. শাখা: গোবরডাঙা, কলকাতা ঋণগ্রহীতা: শ্রী অনুপ দাস বন্ধককৃত সম্পত্তির সকল অংশ, জমি ও বাড়ি সহ, মৌজা, জে.এল. নং, খতিয়ান নং, দাগ নং সহ সম্পূর্ণ বিবরণ। সম্পত্তির মালিক এবং চৌহদ্দি: উত্তরে রাস্তা, দক্ষিণে প্রতিবেশীর জমি, পূর্বে বাড়ি, পশ্চিমে খালি জমি। দলিল নং সহ রেজিস্ট্রি অফিসে নথিভুক্ত। বন্ধককৃত সম্পত্তির সকল অংশ, জমি ও বাড়ি সহ, মৌজা, জে.এল. নং, খতিয়ান নং, দাগ নং সহ সম্পূর্ণ বিবরণ। সম্পত্তির মালিক এবং চৌহদ্দি: উত্তরে রাস্তা, দক্ষিণে প্রতিবেশীর জমি, পূর্বে বাড়ি, পশ্চিমে খালি জমি। দলিল নং সহ রেজিস্ট্রি অফিসে নথিভুক্ত। বন্ধককৃত সম্পত্তির সকল অংশ, জমি ও বাড়ি সহ, মৌজা, জে.এল. নং, খতিয়ান নং, দাগ নং সহ সম্পূর্ণ বিবরণ। সম্পত্তির মালিক এবং চৌহদ্দি: উত্তরে রাস্তা, দক্ষিণে প্রতিবেশীর জমি, পূর্বে বাড়ি, পশ্চিমে খালি জমি। দলিল নং সহ রেজিস্ট্রি অফিসে নথিভুক্ত। বন্ধককৃত সম্পত্তির সকল অংশ, জমি ও বাড়ি সহ, মৌজা, জে.এল. নং, খতিয়ান নং, দাগ নং সহ সম্পূর্ণ বিবরণ। সম্পত্তির মালিক এবং চৌহদ্দি: উত্তরে রাস্তা, দক্ষিণে প্রতিবেশীর জমি, পূর্বে বাড়ি, পশ্চিমে খালি জমি। দলিল নং সহ রেজিস্ট্রি অফিসে নথিভুক্ত। ₹ ২৪,২৭,৫৬৩.০০ ₹ ২৫.৬০ লক্ষ ২৩.০৩.২০২৩ ৩৭. শাখা: ডানকুনি (০৩৯৬০০) ঋণগ্রহীতা: শ্রীমতী আশালতা সিংহ বন্ধককৃত সম্পত্তির সকল অংশ, জমি ও বাড়ি সহ, মৌজা, জে.এল. নং, খতিয়ান নং, দাগ নং সহ সম্পূর্ণ বিবরণ। সম্পত্তির মালিক এবং চৌহদ্দি: উত্তরে রাস্তা, দক্ষিণে প্রতিবেশীর জমি, পূর্বে বাড়ি, পশ্চিমে খালি জমি। দলিল নং সহ রেজিস্ট্রি অফিসে নথিভুক্ত। বন্ধককৃত সম্পত্তির সকল অংশ, জমি ও বাড়ি সহ, মৌজা, জে.এল. নং, খতিয়ান নং, দাগ নং সহ সম্পূর্ণ বিবরণ। সম্পত্তির মালিক এবং চৌহদ্দি: উত্তরে রাস্তা, দক্ষিণে প্রতিবেশীর জমি, পূর্বে বাড়ি, পশ্চিমে খালি জমি। দলিল নং সহ রেজিস্ট্রি অফিসে নথিভুক্ত। বন্ধককৃত সম্পত্তির সকল অংশ, জমি ও বাড়ি সহ, মৌজা, জে.এল. নং, খতিয়ান নং, দাগ নং সহ সম্পূর্ণ বিবরণ। সম্পত্তির মালিক এবং চৌহদ্দি: উত্তরে রাস্তা, দক্ষিণে প্রতিবেশীর জমি, পূর্বে বাড়ি, পশ্চিমে খালি জমি। দলিল নং সহ রেজিস্ট্রি অফিসে নথিভুক্ত। বন্ধককৃত সম্পত্তির সকল অংশ, জমি ও বাড়ি সহ, মৌজা, জে.এল. নং, খতিয়ান নং, দাগ নং সহ সম্পূর্ণ বিবরণ। সম্পত্তির মালিক এবং চৌহদ্দি: উত্তরে রাস্তা, দক্ষিণে প্রতিবেশীর জমি, পূর্বে বাড়ি, পশ্চিমে খালি জমি। দলিল নং সহ রেজিস্ট্রি অফিসে নথিভুক্ত। ₹ ১০,৪২,৮৭৬.০০ ₹ ১৩.৯০ লক্ষ ২৩.০৩.২০২৩ ৩৮. শাখা: কলকাতা-বাগুইআটি ঋণগ্রহীতা: শ্রী সুজন পাল বন্ধককৃত সম্পত্তির সকল অংশ, জমি ও বাড়ি সহ, মৌজা, জে.এল. নং, খতিয়ান নং, দাগ নং সহ সম্পূর্ণ বিবরণ। সম্পত্তির মালিক এবং চৌহদ্দি: উত্তরে রাস্তা, দক্ষিণে প্রতিবেশীর জমি, পূর্বে বাড়ি, পশ্চিমে খালি জমি। দলিল নং সহ রেজিস্ট্রি অফিসে নথিভুক্ত। বন্ধককৃত সম্পত্তির সকল অংশ, জমি ও বাড়ি সহ, মৌজা, জে.এল. নং, খতিয়ান নং, দাগ নং সহ সম্পূর্ণ বিবরণ। সম্পত্তির মালিক এবং চৌহদ্দি: উত্তরে রাস্তা, দক্ষিণে প্রতিবেশীর জমি, পূর্বে বাড়ি, পশ্চিমে খালি জমি। দলিল নং সহ রেজিস্ট্রি অফিসে নথিভুক্ত। বন্ধককৃত সম্পত্তির সকল অংশ, জমি ও বাড়ি সহ, মৌজা, জে.এল. নং, খতিয়ান নং, দাগ নং সহ সম্পূর্ণ বিবরণ। সম্পত্তির মালিক এবং চৌহদ্দি: উত্তরে রাস্তা, দক্ষিণে প্রতিবেশীর জমি, পূর্বে বাড়ি, পশ্চিমে খালি জমি। দলিল নং সহ রেজিস্ট্রি অফিসে নথিভুক্ত। বন্ধককৃত সম্পত্তির সকল অংশ, জমি ও বাড়ি সহ, মৌজা, জে.এল. নং, খতিয়ান নং, দাগ নং সহ সম্পূর্ণ বিবরণ। সম্পত্তির মালিক এবং চৌহদ্দি: উত্তরে রাস্তা, দক্ষিণে প্রতিবেশীর জমি, পূর্বে বাড়ি, পশ্চিমে খালি জমি। দলিল নং সহ রেজিস্ট্রি অফিসে নথিভুক্ত। ₹ ৪১,৬৬,৩২০.০০ ₹ ৩৩.৪০ লক্ষ ২৩.০৩.২০২৩ ৩৯. শাখা: কলকাতা-পাইকপাড়া ঋণগ্রহীতা: শ্রী রাজীব দাস বন্ধককৃত সম্পত্তির সকল অংশ, জমি ও বাড়ি সহ, মৌজা, জে.এল. নং, খতিয়ান নং, দাগ নং সহ সম্পূর্ণ বিবরণ। সম্পত্তির মালিক এবং চৌহদ্দি: উত্তরে রাস্তা, দক্ষিণে প্রতিবেশীর জমি, পূর্বে বাড়ি, পশ্চিমে খালি জমি। দলিল নং সহ রেজিস্ট্রি অফিসে নথিভুক্ত। বন্ধককৃত সম্পত্তির সকল অংশ, জমি ও বাড়ি সহ, মৌজা, জে.এল. নং, খতিয়ান নং, দাগ নং সহ সম্পূর্ণ বিবরণ। সম্পত্তির মালিক এবং চৌহদ্দি: উত্তরে রাস্তা, দক্ষিণে প্রতিবেশীর জমি, পূর্বে বাড়ি, পশ্চিমে খালি জমি। দলিল নং সহ রেজিস্ট্রি অফিসে নথিভুক্ত। বন্ধককৃত সম্পত্তির সকল অংশ, জমি ও বাড়ি সহ, মৌজা, জে.এল. নং, খতিয়ান নং, দাগ নং সহ সম্পূর্ণ বিবরণ। সম্পত্তির মালিক এবং চৌহদ্দি: উত্তরে রাস্তা, দক্ষিণে প্রতিবেশীর জমি, পূর্বে বাড়ি, পশ্চিমে খালি জমি। দলিল নং সহ রেজিস্ট্রি অফিসে নথিভুক্ত। বন্ধককৃত সম্পত্তির সকল অংশ, জমি ও বাড়ি সহ, মৌজা, জে.এল. নং, খতিয়ান নং, দাগ নং সহ সম্পূর্ণ বিবরণ। সম্পত্তির মালিক এবং চৌহদ্দি: উত্তরে রাস্তা, দক্ষিণে প্রতিবেশীর জমি, পূর্বে বাড়ি, পশ্চিমে খালি জমি। দলিল নং সহ রেজিস্ট্রি অফিসে নথিভুক্ত। ₹ ১৯,৪৫,৪০০.০০ ₹ ১৬.৮০ লক্ষ ২৩.০৩.২০২৩ ৪০. শাখা: কলকাতা-কসবা ঋণগ্রহীতা: শ্রী সুমন চক্রবর্তী বন্ধককৃত সম্পত্তির সকল অংশ, জমি ও বাড়ি সহ, মৌজা, জে.এল. নং, খতিয়ান নং, দাগ নং সহ সম্পূর্ণ বিবরণ। সম্পত্তির মালিক এবং চৌহদ্দি: উত্তরে রাস্তা, দক্ষিণে প্রতিবেশীর জমি, পূর্বে বাড়ি, পশ্চিমে খালি জমি। দলিল নং সহ রেজিস্ট্রি অফিসে নথিভুক্ত। বন্ধককৃত সম্পত্তির সকল অংশ, জমি ও বাড়ি সহ, মৌজা, জে.এল. নং, খতিয়ান নং, দাগ নং সহ সম্পূর্ণ বিবরণ। সম্পত্তির মালিক এবং চৌহদ্দি: উত্তরে রাস্তা, দক্ষিণে প্রতিবেশীর জমি, পূর্বে বাড়ি, পশ্চিমে খালি জমি। দলিল নং সহ রেজিস্ট্রি অফিসে নথিভুক্ত। বন্ধককৃত সম্পত্তির সকল অংশ, জমি ও বাড়ি সহ, মৌজা, জে.এল. নং, খতিয়ান নং, দাগ নং সহ সম্পূর্ণ বিবরণ। সম্পত্তির মালিক এবং চৌহদ্দি: উত্তরে রাস্তা, দক্ষিণে প্রতিবেশীর জমি, পূর্বে বাড়ি, পশ্চিমে খালি জমি। দলিল নং সহ রেজিস্ট্রি অফিসে নথিভুক্ত। বন্ধককৃত সম্পত্তির সকল অংশ, জমি ও বাড়ি সহ, মৌজা, জে.এল. নং, খতিয়ান নং, দাগ নং সহ সম্পূর্ণ বিবরণ। সম্পত্তির মালিক এবং চৌহদ্দি: উত্তরে রাস্তা, দক্ষিণে প্রতিবেশীর জমি, পূর্বে বাড়ি, পশ্চিমে খালি জমি। দলিল নং সহ রেজিস্ট্রি অফিসে নথিভুক্ত। ₹ ২৮,১০,২২৬.০০ ₹ ২১.০০ লক্ষ ২৩.০৩.২০২৩ ৪১. শাখা: বারাসত (১৫২৯০০) ঋণগ্রহীতা: মেসার্স এস.কে এন্টারপ্রাইজ বন্ধককৃত সম্পত্তির সকল অংশ, জমি ও বাড়ি সহ, মৌজা, জে.এল. নং, খতিয়ান নং, দাগ নং সহ সম্পূর্ণ বিবরণ। সম্পত্তির মালিক এবং চৌহদ্দি: উত্তরে রাস্তা, দক্ষিণে প্রতিবেশীর জমি, পূর্বে বাড়ি, পশ্চিমে খালি জমি। দলিল নং সহ রেজিস্ট্রি অফিসে নথিভুক্ত। বন্ধককৃত সম্পত্তির সকল অংশ, জমি ও বাড়ি সহ, মৌজা, জে.এল. নং, খতিয়ান নং, দাগ নং সহ সম্পূর্ণ বিবরণ। সম্পত্তির মালিক এবং চৌহদ্দি: উত্তরে রাস্তা, দক্ষিণে প্রতিবেশীর জমি, পূর্বে বাড়ি, পশ্চিমে খালি জমি। দলিল নং সহ রেজিস্ট্রি অফিসে নথিভুক্ত। বন্ধককৃত সম্পত্তির সকল অংশ, জমি ও বাড়ি সহ, মৌজা, জে.এল. নং, খতিয়ান নং, দাগ নং সহ সম্পূর্ণ বিবরণ। সম্পত্তির মালিক এবং চৌহদ্দি: উত্তরে রাস্তা, দক্ষিণে প্রতিবেশীর জমি, পূর্বে বাড়ি, পশ্চিমে খালি জমি। দলিল নং সহ রেজিস্ট্রি অফিসে নথিভুক্ত। বন্ধককৃত সম্পত্তির সকল অংশ, জমি ও বাড়ি সহ, মৌজা, জে.এল. নং, খতিয়ান নং, দাগ নং সহ সম্পূর্ণ বিবরণ। সম্পত্তির মালিক এবং চৌহদ্দি: উত্তরে রাস্তা, দক্ষিণে প্রতিবেশীর জমি, পূর্বে বাড়ি, পশ্চিমে খালি জমি। দলিল নং সহ রেজিস্ট্রি অফিসে নথিভুক্ত। ₹ ১,১৩,৩৩,৫৬১.০০ ₹ ১৭২.৪০ লক্ষ ২৩.০৩.২০২৩ ৪২. শাখা: কলকাতা-সিঁথি ঋণগ্রহীতা: মেসার্স জয় মা তারা বন্ধককৃত সম্পত্তির সকল অংশ, জমি ও বাড়ি সহ, মৌজা, জে.এল. নং, খতিয়ান নং, দাগ নং সহ সম্পূর্ণ বিবরণ। সম্পত্তির মালিক এবং চৌহদ্দি: উত্তরে রাস্তা, দক্ষিণে প্রতিবেশীর জমি, পূর্বে বাড়ি, পশ্চিমে খালি জমি। দলিল নং সহ রেজিস্ট্রি অফিসে নথিভুক্ত। বন্ধককৃত সম্পত্তির সকল অংশ, জমি ও বাড়ি সহ, মৌজা, জে.এল. নং, খতিয়ান নং, দাগ নং সহ সম্পূর্ণ বিবরণ। সম্পত্তির মালিক এবং চৌহদ্দি: উত্তরে রাস্তা, দক্ষিণে প্রতিবেশীর জমি, পূর্বে বাড়ি, পশ্চিমে খালি জমি। দলিল নং সহ রেজিস্ট্রি অফিসে নথিভুক্ত। বন্ধককৃত সম্পত্তির সকল অংশ, জমি ও বাড়ি সহ, মৌজা, জে.এল. নং, খতিয়ান নং, দাগ নং সহ সম্পূর্ণ বিবরণ। সম্পত্তির মালিক এবং চৌহদ্দি: উত্তরে রাস্তা, দক্ষিণে প্রতিবেশীর জমি, পূর্বে বাড়ি, পশ্চিমে খালি জমি। দলিল নং সহ রেজিস্ট্রি অফিসে নথিভুক্ত। বন্ধককৃত সম্পত্তির সকল অংশ, জমি ও বাড়ি সহ, মৌজা, জে.এল. নং, খতিয়ান নং, দাগ নং সহ সম্পূর্ণ বিবরণ। সম্পত্তির মালিক এবং চৌহদ্দি: উত্তরে রাস্তা, দক্ষিণে প্রতিবেশীর জমি, পূর্বে বাড়ি, পশ্চিমে খালি জমি। দলিল নং সহ রেজিস্ট্রি অফিসে নথিভুক্ত। ₹ ১৭,৬২,১৩০.০০ ₹ ১৪.২০ লক্ষ ২৩.০৩.২০২৩ ৪৩. শাখা: উত্তরপাড়া ঋণগ্রহীতা: শ্রী প্রভাত দাস বন্ধককৃত সম্পত্তির সকল অংশ, জমি ও বাড়ি সহ, মৌজা, জে.এল. নং, খতিয়ান নং, দাগ নং সহ সম্পূর্ণ বিবরণ। সম্পত্তির মালিক এবং চৌহদ্দি: উত্তরে রাস্তা, দক্ষিণে প্রতিবেশীর জমি, পূর্বে বাড়ি, পশ্চিমে খালি জমি। দলিল নং সহ রেজিস্ট্রি অফিসে নথিভুক্ত। বন্ধককৃত সম্পত্তির সকল অংশ, জমি ও বাড়ি সহ, মৌজা, জে.এল. নং, খতিয়ান নং, দাগ নং সহ সম্পূর্ণ বিবরণ। সম্পত্তির মালিক এবং চৌহদ্দি: উত্তরে রাস্তা, দক্ষিণে প্রতিবেশীর জমি, পূর্বে বাড়ি, পশ্চিমে খালি জমি। দলিল নং সহ রেজিস্ট্রি অফিসে নথিভুক্ত। বন্ধককৃত সম্পত্তির সকল অংশ, জমি ও বাড়ি সহ, মৌজা, জে.এল. নং, খতিয়ান নং, দাগ নং সহ সম্পূর্ণ বিবরণ। সম্পত্তির মালিক এবং চৌহদ্দি: উত্তরে রাস্তা, দক্ষিণে প্রতিবেশীর জমি, পূর্বে বাড়ি, পশ্চিমে খালি জমি। দলিল নং সহ রেজিস্ট্রি অফিসে নথিভুক্ত। বন্ধককৃত সম্পত্তির সকল অংশ, জমি ও বাড়ি সহ, মৌজা, জে.এল. নং, খতিয়ান নং, দাগ নং সহ সম্পূর্ণ বিবরণ। সম্পত্তির মালিক এবং চৌহদ্দি: উত্তরে রাস্তা, দক্ষিণে প্রতিবেশীর জমি, পূর্বে বাড়ি, পশ্চিমে খালি জমি। দলিল নং সহ রেজিস্ট্রি অফিসে নথিভুক্ত। ₹ ৯,২৬,০১০.০০ ₹ ১১.২০ লক্ষ ২৩.০৩.২০২৩ ৪৪. শাখা: শিবপুর ঋণগ্রহীতা: শ্রী অসীম সাহা বন্ধককৃত সম্পত্তির সকল অংশ, জমি ও বাড়ি সহ, মৌজা, জে.এল. নং, খতিয়ান নং, দাগ নং সহ সম্পূর্ণ বিবরণ। সম্পত্তির মালিক এবং চৌহদ্দি: উত্তরে রাস্তা, দক্ষিণে প্রতিবেশীর জমি, পূর্বে বাড়ি, পশ্চিমে খালি জমি। দলিল নং সহ রেজিস্ট্রি অফিসে নথিভুক্ত। বন্ধককৃত সম্পত্তির সকল অংশ, জমি ও বাড়ি সহ, মৌজা, জে.এল. নং, খতিয়ান নং, দাগ নং সহ সম্পূর্ণ বিবরণ। সম্পত্তির মালিক এবং চৌহদ্দি: উত্তরে রাস্তা, দক্ষিণে প্রতিবেশীর জমি, পূর্বে বাড়ি, পশ্চিমে খালি জমি। দলিল নং সহ রেজিস্ট্রি অফিসে নথিভুক্ত। বন্ধককৃত সম্পত্তির সকল অংশ, জমি ও বাড়ি সহ, মৌজা, জে.এল. নং, খতিয়ান নং, দাগ নং সহ সম্পূর্ণ বিবরণ। সম্পত্তির মালিক এবং চৌহদ্দি: উত্তরে রাস্তা, দক্ষিণে প্রতিবেশীর জমি, পূর্বে বাড়ি, পশ্চিমে খালি জমি। দলিল নং সহ রেজিস্ট্রি অফিসে নথিভুক্ত। বন্ধককৃত সম্পত্তির সকল অংশ, জমি ও বাড়ি সহ, মৌজা, জে.এল. নং, খতিয়ান নং, দাগ নং সহ সম্পূর্ণ বিবরণ। সম্পত্তির মালিক এবং চৌহদ্দি: উত্তরে রাস্তা, দক্ষিণে প্রতিবেশীর জমি, পূর্বে বাড়ি, পশ্চিমে খালি জমি। দলিল নং সহ রেজিস্ট্রি অফিসে নথিভুক্ত। ₹ ২২,৩৬,৩৬৯.০০ ₹ ১৬.১০ লক্ষ ২৩.০৩.২০২৩ ৪৫. শাখা: কলকাতা-বেহালা ঋণগ্রহীতা: শ্রী বিশ্বজিৎ ঘোষ বন্ধককৃত সম্পত্তির সকল অংশ, জমি ও বাড়ি সহ, মৌজা, জে.এল. নং, খতিয়ান নং, দাগ নং সহ সম্পূর্ণ বিবরণ। সম্পত্তির মালিক এবং চৌহদ্দি: উত্তরে রাস্তা, দক্ষিণে প্রতিবেশীর জমি, পূর্বে বাড়ি, পশ্চিমে খালি জমি। দলিল নং সহ রেজিস্ট্রি অফিসে নথিভুক্ত। বন্ধককৃত সম্পত্তির সকল অংশ, জমি ও বাড়ি সহ, মৌজা, জে.এল. নং, খতিয়ান নং, দাগ নং সহ সম্পূর্ণ বিবরণ। সম্পত্তির মালিক এবং চৌহদ্দি: উত্তরে রাস্তা, দক্ষিণে প্রতিবেশীর জমি, পূর্বে বাড়ি, পশ্চিমে খালি জমি। দলিল নং সহ রেজিস্ট্রি অফিসে নথিভুক্ত। বন্ধককৃত সম্পত্তির সকল অংশ, জমি ও বাড়ি সহ, মৌজা, জে.এল. নং, খতিয়ান নং, দাগ নং সহ সম্পূর্ণ বিবরণ। সম্পত্তির মালিক এবং চৌহদ্দি: উত্তরে রাস্তা, দক্ষিণে প্রতিবেশীর জমি, পূর্বে বাড়ি, পশ্চিমে খালি জমি। দলিল নং সহ রেজিস্ট্রি অফিসে নথিভুক্ত। বন্ধককৃত সম্পত্তির সকল অংশ, জমি ও বাড়ি সহ, মৌজা, জে.এল. নং, খতিয়ান নং, দাগ নং সহ সম্পূর্ণ বিবরণ। সম্পত্তির মালিক এবং চৌহদ্দি: উত্তরে রাস্তা, দক্ষিণে প্রতিবেশীর জমি, পূর্বে বাড়ি, পশ্চিমে খালি জমি। দলিল নং সহ রেজিস্ট্রি অফিসে নথিভুক্ত। ₹ ১৪,১২,৬০০.০০ ₹ ১০.১০ লক্ষ ২৩.০৩.২০২৩ বিক্রয়ের শর্তাবলি ১. সম্পত্তিগুলি "যেখানে আছে যেমন আছে" এবং "যা আছে সেখানে আছে" ভিত্তিতে বিক্রি করা হবে। ২. ই-নিলাম ওয়েবসাইট https://www.mstcecommerce.com/auctionhome/ibapi/index.jsp এর মাধ্যমে অনুষ্ঠিত হবে। ৩. আগ্রহী ক্রেতাদের নিবন্ধন ও কেওয়াইসি নথি জমা দিতে হবে। ৪. বিস্তারিত শর্তাবলির জন্য ব্যাংকের ওয়েবসাইট www.pnbindia.in দেখুন। বিক্রয় ৮(৬) এবং ৯(১) নিয়মাবলি অনুযায়ী ঋণগ্রহীতা/জামিনদারদের বিক্রয় বিজ্ঞপ্তি তারিখ: ২৩.০২.২০২৩ স্থান: কলকাতা অনুমোদিত আধিকারিক, পাঞ্জাব ন্যাশনাল ব্যাংক: [18, 14, 362, 1134]
pnb-circle-office: সার্ক রিভাল, সার্কল অফিস, কলকাতা উত্তর, সল্টলেক, সেক্টর-১, ব্লক-ডিডি ১১, কলকাতা-৭০০০৬৪: [89, 59, 293, 65]
row-property-description: বন্ধককৃত সম্পত্তির সকল অংশ, জমি ও বাড়ি সহ, মৌজা, জে.এল. নং, খতিয়ান নং, দাগ নং সহ সম্পূর্ণ বিবরণ। সম্পত্তির মালিক এবং চৌহদ্দি: উত্তরে রাস্তা, দক্ষিণে প্রতিবেশীর জমি, পূর্বে বাড়ি, পশ্চিমে খালি জমি। দলিল নং সহ রেজিস্ট্রি অফিসে নথিভুক্ত। বন্ধককৃত সম্পত্তির সকল অংশ, জমি ও বাড়ি সহ, মৌজা, জে.এল. নং, খতিয়ান নং, দাগ নং সহ সম্পূর্ণ বিবরণ। সম্পত্তির মালিক এবং চৌহদ্দি: উত্তরে রাস্তা, দক্ষিণে প্রতিবেশীর জমি, পূর্বে বাড়ি, পশ্চিমে খালি জমি। দলিল নং সহ রেজিস্ট্রি অফিসে নথিভুক্ত। বন্ধককৃত সম্পত্তির সকল অংশ, জমি ও বাড়ি সহ, মৌজা, জে.এল. নং, খতিয়ান নং, দাগ নং সহ সম্পূর্ণ বিবরণ। সম্পত্তির মালিক এবং চৌহদ্দি: উত্তরে রাস্তা, দক্ষিণে প্রতিবেশীর জমি, পূর্বে বাড়ি, পশ্চিমে খালি জমি। দলিল নং সহ রেজিস্ট্রি অফিসে নথিভুক্ত। বন্ধককৃত সম্পত্তির সকল অংশ, জমি ও বাড়ি সহ, মৌজা, জে.এল. নং, খতিয়ান নং, দাগ নং সহ সম্পূর্ণ বিবরণ। সম্পত্তির মালিক এবং চৌহদ্দি: উত্তরে রাস্তা, দক্ষিণে প্রতিবেশীর জমি, পূর্বে বাড়ি, পশ্চিমে খালি জমি। দলিল নং সহ রেজিস্ট্রি অফিসে নথিভুক্ত।: [72, 292, 223, 378]
wanted-reference: ICA-0403(2)/2023: [629, 1120, 679, 1126]
pnb-footer-date: তারিখ: ২৩.০২.২০২৩: [23, 1123, 73, 1129]
vinicius-label: দুরন্ত ভিনিসিয়াস।: [378, 1108, 416, 1114]
jaishankar-body-2: সংস্থার সদস্যরা জানিয়েছেন, ক্লাবের অন্ধ সমর্থক ছিলেন জয়শঙ্কর। তাঁর অকালমৃত্যুতে পরিবারটি অসহায় হয়ে পড়ে। সেই কারণেই এই উদ্যোগ। ভবিষ্যতেও পরিবারের পাশে থাকার আশ্বাস দিয়েছেন তাঁরা।: [540, 628, 613, 666]
pnb-footer-place: স্থান: কলকাতা: [23, 1129, 55, 1135]
row-demand-amount: ₹ ১,১৩,৩৩,৫৬১.০০: [223, 639, 275, 725]
row-reserve-price: ₹ ১৬.১০ লক্ষ: [275, 899, 325, 985]
table-row: [20, 639, 361, 726]
jaishankar-headline-1: প্রয়াত জয়শঙ্করের পরিবারের: [423, 587, 569, 602]
row-property-description: বন্ধককৃত সম্পত্তির সকল অংশ, জমি ও বাড়ি সহ, মৌজা, জে.এল. নং, খতিয়ান নং, দাগ নং সহ সম্পূর্ণ বিবরণ। সম্পত্তির মালিক এবং চৌহদ্দি: উত্তরে রাস্তা, দক্ষিণে প্রতিবেশীর জমি, পূর্বে বাড়ি, পশ্চিমে খালি জমি। দলিল নং সহ রেজিস্ট্রি অফিসে নথিভুক্ত। বন্ধককৃত সম্পত্তির সকল অংশ, জমি ও বাড়ি সহ, মৌজা, জে.এল. নং, খতিয়ান নং, দাগ নং সহ সম্পূর্ণ বিবরণ। সম্পত্তির মালিক এবং চৌহদ্দি: উত্তরে রাস্তা, দক্ষিণে প্রতিবেশীর জমি, পূর্বে বাড়ি, পশ্চিমে খালি জমি। দলিল নং সহ রেজিস্ট্রি অফিসে নথিভুক্ত। বন্ধককৃত সম্পত্তির সকল অংশ, জমি ও বাড়ি সহ, মৌজা, জে.এল. নং, খতিয়ান নং, দাগ নং সহ সম্পূর্ণ বিবরণ। সম্পত্তির মালিক এবং চৌহদ্দি: উত্তরে রাস্তা, দক্ষিণে প্রতিবেশীর জমি, পূর্বে বাড়ি, পশ্চিমে খালি জমি। দলিল নং সহ রেজিস্ট্রি অফিসে নথিভুক্ত। বন্ধককৃত সম্পত্তির সকল অংশ, জমি ও বাড়ি সহ, মৌজা, জে.এল. নং, খতিয়ান নং, দাগ নং সহ সম্পূর্ণ বিবরণ। সম্পত্তির মালিক এবং চৌহদ্দি: উত্তরে রাস্তা, দক্ষিণে প্রতিবেশীর জমি, পূর্বে বাড়ি, পশ্চিমে খালি জমি। দলিল নং সহ রেজিস্ট্রি অফিসে নথিভুক্ত।: [72, 118, 223, 204]
pnb-notice-title-2: বিক্রয় বিজ্ঞপ্তি: [304, 37, 344, 45]
row-demand-amount: ₹ ২৩,৯৭,৫৪৬.০০: [223, 118, 275, 204]
table-row: [20, 552, 361, 639]
publication-line: সংবাদ প্রতিদিন, বৃহস্পতিবার ২৩ ফেব্রুয়ারি ২০২৩: [150, 2, 259, 8]
